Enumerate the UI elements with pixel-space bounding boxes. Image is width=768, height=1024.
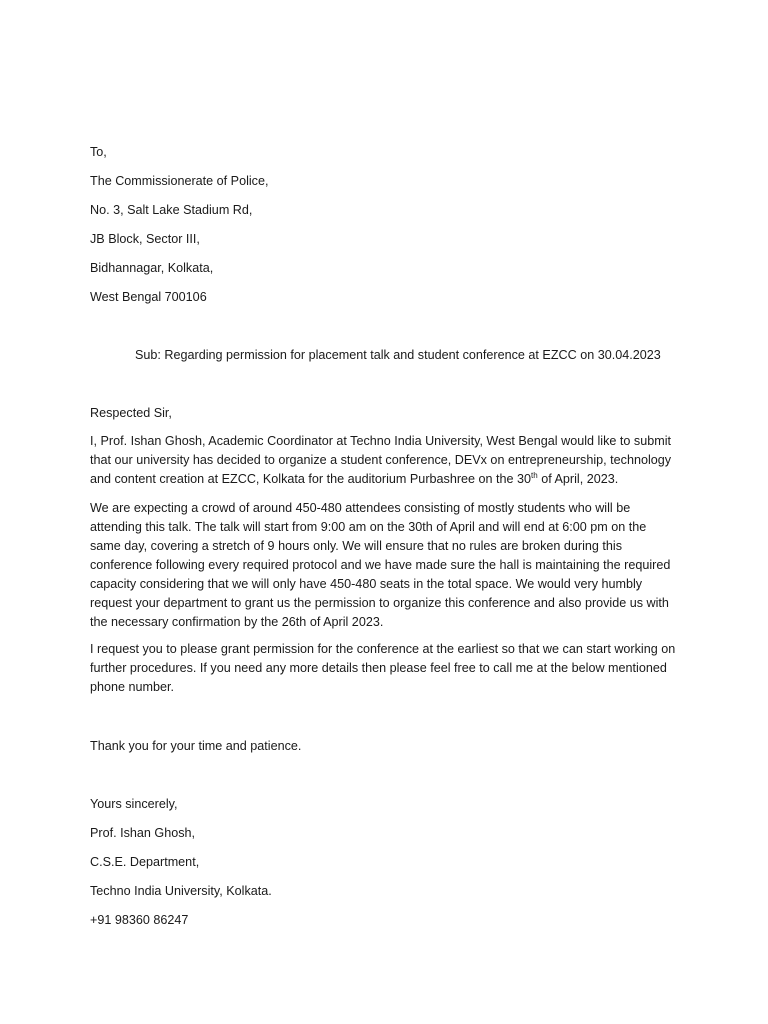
address-line-2: No. 3, Salt Lake Stadium Rd,: [90, 203, 253, 217]
paragraph-1-text: I, Prof. Ishan Ghosh, Academic Coordinator at Techno India University, West Bengal would like to submit that our university has decided to organize a student conference, DEVx on entrepreneurship, technology and content creation at EZCC, Kolkata for the auditorium Purbashree on the 30: [90, 434, 672, 486]
phone-number: +91 98360 86247: [90, 913, 189, 927]
address-line-1: The Commissionerate of Police,: [90, 174, 269, 188]
signatory-name: Prof. Ishan Ghosh,: [90, 826, 196, 840]
address-line-3: JB Block, Sector III,: [90, 232, 200, 246]
body-paragraph-1: [90, 432, 680, 489]
thanks-line: Thank you for your time and patience.: [90, 739, 302, 753]
address-to: To,: [90, 145, 107, 159]
ordinal-suffix: th: [531, 470, 538, 480]
address-line-5: West Bengal 700106: [90, 290, 207, 304]
body-paragraph-2: We are expecting a crowd of around 450-480 attendees consisting of mostly students who will be attending this talk. The talk will start from 9:00 am on the 30th of April and will end at 6:00 pm on the same day, covering a stretch of 9 hours only. We will ensure that no rules are broken during this conference following every required protocol and we have made sure the hall is maintaining the required capacity considering that we will only have 450-480 seats in the total space. We would very humbly request your department to grant us the permission to organize this conference and also provide us with the necessary confirmation by the 26th of April 2023.: [90, 501, 671, 629]
body-paragraph-3: I request you to please grant permission for the conference at the earliest so that we can start working on further procedures. If you need any more details then please feel free to call me at the below mentioned phone number.: [90, 642, 676, 694]
address-line-4: Bidhannagar, Kolkata,: [90, 261, 214, 275]
signatory-department: C.S.E. Department,: [90, 855, 200, 869]
paragraph-1-tail: of April, 2023.: [537, 472, 619, 486]
subject-line: Sub: Regarding permission for placement talk and student conference at EZCC on 30.04.2023: [135, 348, 661, 362]
closing: Yours sincerely,: [90, 797, 178, 811]
salutation: Respected Sir,: [90, 406, 172, 420]
signatory-institution: Techno India University, Kolkata.: [90, 884, 272, 898]
